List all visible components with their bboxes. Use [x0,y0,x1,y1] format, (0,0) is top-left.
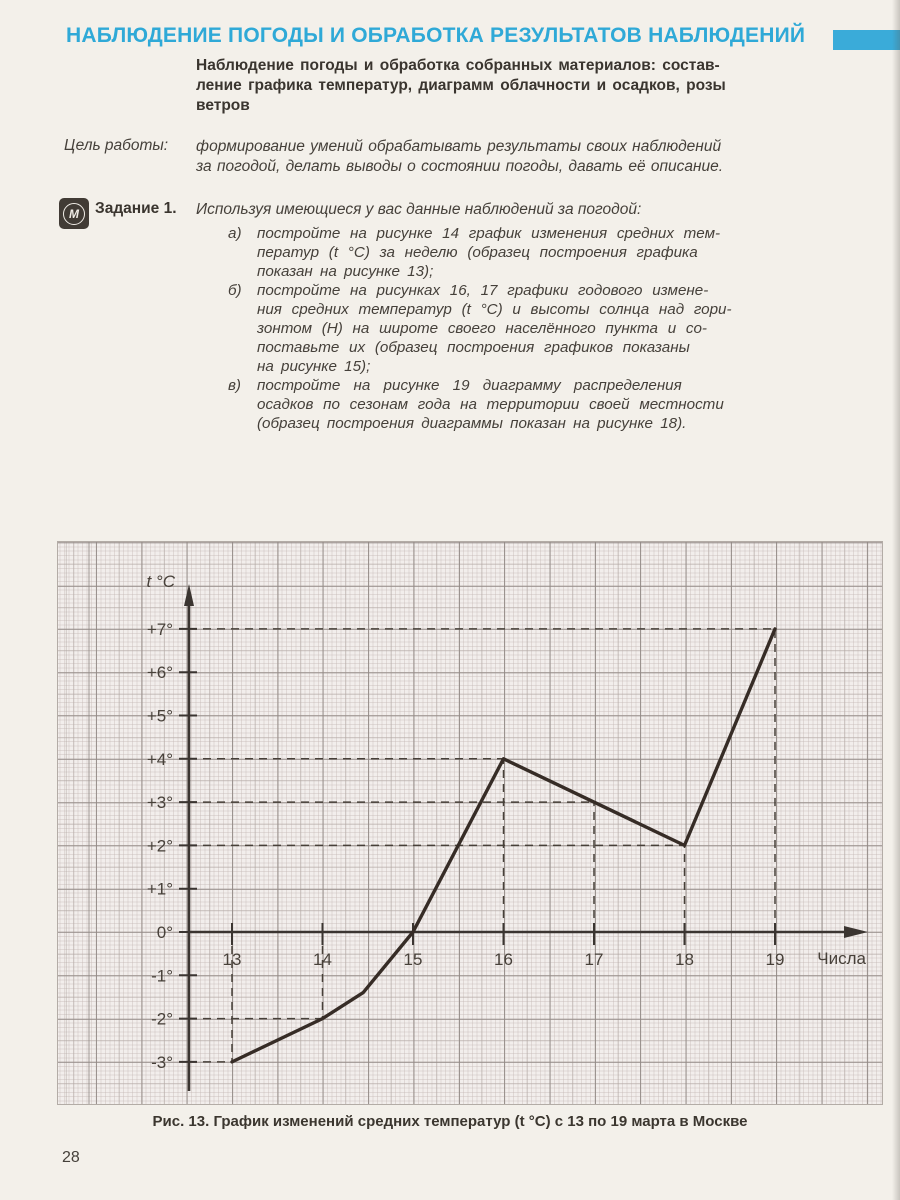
y-axis-arrow-icon [184,584,194,606]
goal-text [196,137,806,177]
y-tick-label: -2° [151,1009,173,1029]
goal-label: Цель работы: [64,137,169,154]
item-line: постройте на рисунке 19 диаграмму распределения [257,377,682,394]
item-line: зонтом (Н) на широте своего населённого пункта и со- [257,320,707,337]
y-tick-label: +5° [146,706,173,726]
task-label: Задание 1. [95,200,177,217]
x-axis-arrow-icon [844,926,868,938]
y-tick-label: +3° [146,793,173,813]
item-line: ния средних температур (t °C) и высоты солнца над гори- [257,301,732,318]
task-item-a [228,224,796,281]
lesson-subtitle [196,56,806,116]
subtitle-line: ление графика температур, диаграмм облачности и осадков, розы [196,77,726,94]
y-tick-label: +4° [146,749,173,769]
item-line: (образец построения диаграммы показан на рисунке 18). [257,415,687,432]
y-tick-label: -3° [151,1052,173,1072]
task-item-b [228,281,796,376]
task-intro: Используя имеющиеся у вас данные наблюдений за погодой: [196,201,642,218]
goal-line: формирование умений обрабатывать результаты своих наблюдений [196,138,722,155]
x-tick-label: 13 [222,950,242,969]
x-tick-label: 17 [584,950,604,969]
item-line: на рисунке 15); [257,358,371,375]
m-badge-icon [59,198,89,229]
item-line: осадков по сезонам года на территории своей местности [257,396,724,413]
y-tick-label: 0° [156,923,173,942]
m-badge-letter: М [69,206,79,221]
x-tick-label: 14 [313,950,332,969]
item-line: постройте на рисунках 16, 17 графики годового измене- [257,282,709,299]
item-marker: б) [228,282,242,299]
item-line: показан на рисунке 13); [257,263,434,280]
m-badge-circle [63,203,85,225]
page-title: НАБЛЮДЕНИЕ ПОГОДЫ И ОБРАБОТКА РЕЗУЛЬТАТОВ НАБЛЮДЕНИЙ [66,24,806,47]
y-tick-label: +6° [146,663,173,683]
x-axis-title: Числа [817,949,866,968]
subtitle-line: Наблюдение погоды и обработка собранных материалов: состав- [196,57,720,74]
x-tick-label: 19 [765,950,785,969]
subtitle-line: ветров [196,97,250,114]
x-tick-label: 18 [675,950,694,969]
item-line: постройте на рисунке 14 график изменения средних тем- [257,225,721,242]
temperature-line-chart [58,542,882,1104]
x-tick-label: 15 [403,950,423,969]
goal-line: за погодой, делать выводы о состоянии погоды, давать её описание. [196,158,724,175]
item-marker: а) [228,225,242,242]
item-line: ператур (t °C) за неделю (образец построения графика [257,244,698,261]
item-marker: в) [228,377,241,394]
y-tick-label: +2° [146,836,173,856]
y-tick-label: +7° [146,619,173,639]
x-tick-label: 16 [494,950,513,969]
task-item-v [228,376,796,433]
page-number: 28 [62,1149,80,1166]
task-item-list [228,224,796,433]
y-axis-title: t °C [146,572,175,591]
header-accent-bar [833,30,900,50]
y-tick-label: +1° [146,879,173,899]
temperature-chart [57,541,883,1105]
figure-caption: Рис. 13. График изменений средних температур (t °C) с 13 по 19 марта в Москве [152,1113,748,1130]
item-line: поставьте их (образец построения графиков показаны [257,339,690,356]
y-tick-label: -1° [151,966,173,986]
